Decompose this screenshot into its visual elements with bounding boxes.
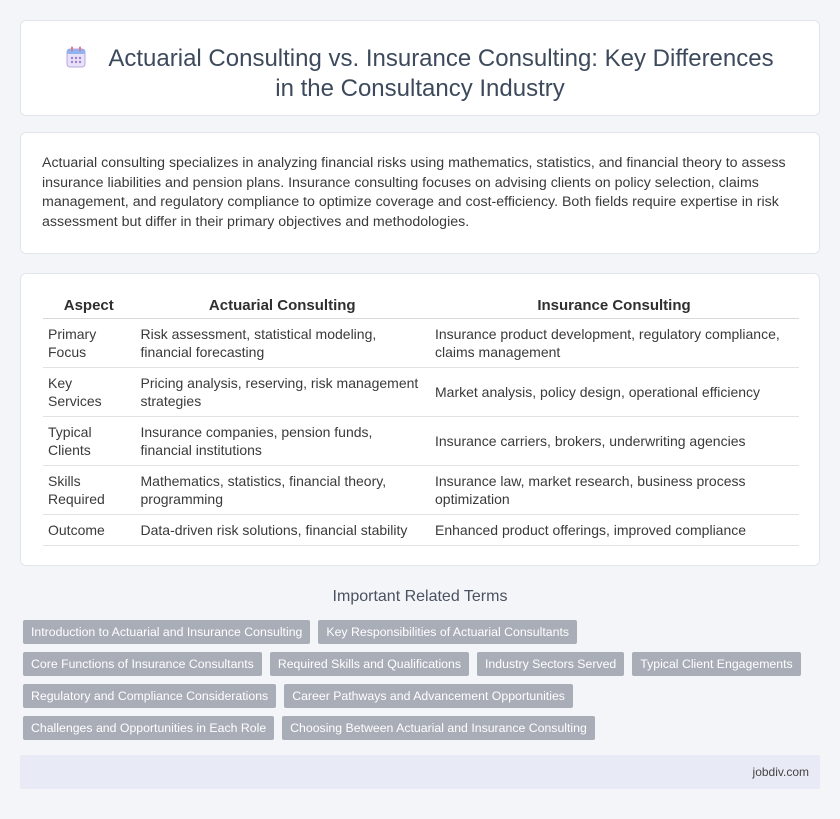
footer-site-link[interactable]: jobdiv.com xyxy=(752,765,809,779)
row-insurance: Enhanced product offerings, improved compliance xyxy=(429,514,799,545)
related-term-tag[interactable]: Industry Sectors Served xyxy=(477,652,624,676)
intro-paragraph: Actuarial consulting specializes in analyzing financial risks using mathematics, statistics, and financial theory to assess insurance liabilities and pension plans. Insurance consulting focuses on advising clients on policy selection, claims management, and regulatory compliance to optimize coverage and cost-efficiency. Both fields require expertise in risk assessment but differ in their primary objectives and methodologies. xyxy=(42,155,786,230)
footer-bar xyxy=(20,755,820,789)
header-insurance: Insurance Consulting xyxy=(429,294,799,318)
related-term-tag[interactable]: Regulatory and Compliance Considerations xyxy=(23,684,276,708)
row-aspect: Outcome xyxy=(43,514,135,545)
calendar-icon xyxy=(66,46,86,68)
intro-card xyxy=(20,132,820,254)
comparison-card xyxy=(20,273,820,566)
table-row xyxy=(43,318,799,367)
row-actuarial: Mathematics, statistics, financial theory, programming xyxy=(135,465,429,514)
row-insurance: Market analysis, policy design, operational efficiency xyxy=(429,367,799,416)
header-card xyxy=(20,20,820,116)
page-title: Actuarial Consulting vs. Insurance Consulting: Key Differences in the Consultancy Industry xyxy=(108,45,774,102)
row-actuarial: Insurance companies, pension funds, financial institutions xyxy=(135,416,429,465)
related-terms-heading: Important Related Terms xyxy=(332,588,508,605)
row-actuarial: Pricing analysis, reserving, risk management strategies xyxy=(135,367,429,416)
related-terms-list xyxy=(23,620,813,740)
table-row xyxy=(43,514,799,545)
related-term-tag[interactable]: Choosing Between Actuarial and Insurance Consulting xyxy=(282,716,595,740)
row-aspect: Key Services xyxy=(43,367,135,416)
related-term-tag[interactable]: Required Skills and Qualifications xyxy=(270,652,469,676)
page-title-container xyxy=(61,44,779,104)
table-row xyxy=(43,367,799,416)
row-insurance: Insurance carriers, brokers, underwriting agencies xyxy=(429,416,799,465)
row-insurance: Insurance law, market research, business process optimization xyxy=(429,465,799,514)
row-insurance: Insurance product development, regulatory compliance, claims management xyxy=(429,318,799,367)
related-term-tag[interactable]: Introduction to Actuarial and Insurance Consulting xyxy=(23,620,310,644)
table-row xyxy=(43,416,799,465)
comparison-table xyxy=(43,294,799,546)
related-term-tag[interactable]: Challenges and Opportunities in Each Role xyxy=(23,716,274,740)
row-actuarial: Risk assessment, statistical modeling, financial forecasting xyxy=(135,318,429,367)
related-term-tag[interactable]: Key Responsibilities of Actuarial Consultants xyxy=(318,620,577,644)
related-term-tag[interactable]: Typical Client Engagements xyxy=(632,652,800,676)
table-row xyxy=(43,465,799,514)
row-aspect: Primary Focus xyxy=(43,318,135,367)
related-term-tag[interactable]: Career Pathways and Advancement Opportunities xyxy=(284,684,573,708)
related-term-tag[interactable]: Core Functions of Insurance Consultants xyxy=(23,652,262,676)
header-aspect: Aspect xyxy=(43,294,135,318)
row-aspect: Skills Required xyxy=(43,465,135,514)
table-header-row xyxy=(43,294,799,318)
row-actuarial: Data-driven risk solutions, financial stability xyxy=(135,514,429,545)
row-aspect: Typical Clients xyxy=(43,416,135,465)
header-actuarial: Actuarial Consulting xyxy=(135,294,429,318)
